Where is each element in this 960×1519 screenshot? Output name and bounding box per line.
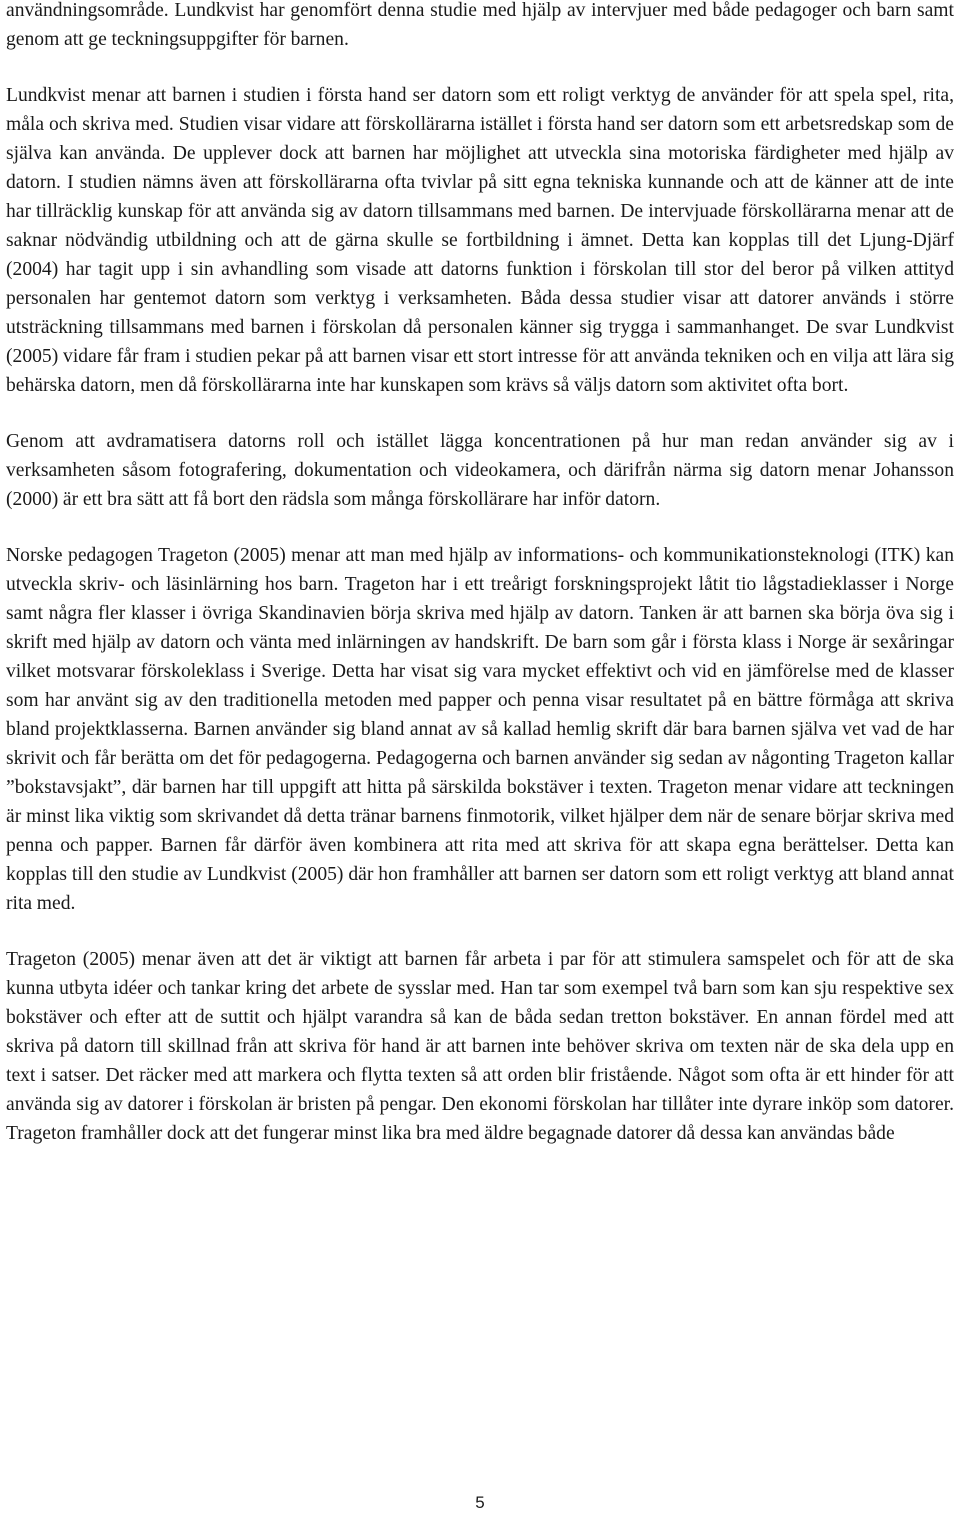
paragraph-1: användningsområde. Lundkvist har genomfört denna studie med hjälp av intervjuer med både pedagoger och barn samt genom att ge teckningsuppgifter för barnen.	[6, 0, 954, 50]
paragraph-3: Genom att avdramatisera datorns roll och istället lägga koncentrationen på hur man redan använder sig av i verksamheten såsom fotografering, dokumentation och videokamera, och därifrån närma sig datorn menar Johansson (2000) är ett bra sätt att få bort den rädsla som många förskollärare har inför datorn.	[6, 431, 954, 510]
page-number: 5	[475, 1493, 485, 1512]
paragraph-5: Trageton (2005) menar även att det är viktigt att barnen får arbeta i par för att stimulera samspelet och för att de ska kunna utbyta idéer och tankar kring det arbete de sysslar med. Han tar som exempel två barn som kan sju respektive sex bokstäver och efter att de suttit och hjälpt varandra så kan de båda sedan tretton bokstäver. En annan fördel med att skriva på datorn till skillnad från att skriva för hand är att barnen inte behöver skriva om texten när de ska dela upp en text i satser. Det räcker med att markera och flytta texten så att orden blir fristående. Något som ofta är ett hinder för att använda sig av datorer i förskolan är bristen på pengar. Den ekonomi förskolan har tillåter inte dyrare inköp som datorer. Trageton framhåller dock att det fungerar minst lika bra med äldre begagnade datorer då dessa kan användas både	[6, 949, 954, 1144]
paragraph-4: Norske pedagogen Trageton (2005) menar att man med hjälp av informations- och kommunikationsteknologi (ITK) kan utveckla skriv- och läsinlärning hos barn. Trageton har i ett treårigt forskningsprojekt låtit tio lågstadieklasser i Norge samt några fler klasser i övriga Skandinavien börja skriva med hjälp av datorn. Tanken är att barnen ska börja öva sig i skrift med hjälp av datorn och vänta med inlärningen av handskrift. De barn som går i första klass i Norge är sexåringar vilket motsvarar förskoleklass i Sverige. Detta har visat sig vara mycket effektivt och vid en jämförelse med de klasser som har använt sig av den traditionella metoden med papper och penna visar resultatet på en bättre förmåga att skriva bland projektklasserna. Barnen använder sig bland annat av så kallad hemlig skrift där bara barnen själva vet vad de har skrivit och får berätta om det för pedagogerna. Pedagogerna och barnen använder sig sedan av någonting Trageton kallar ”bokstavsjakt”, där barnen har till uppgift att hitta på särskilda bokstäver i texten. Trageton menar vidare att teckningen är minst lika viktig som skrivandet då detta tränar barnens finmotorik, vilket hjälper dem när de senare börjar skriva med penna och papper. Barnen får därför även kombinera att rita med att skriva för att skapa egna berättelser. Detta kan kopplas till den studie av Lundkvist (2005) där hon framhåller att barnen ser datorn som ett roligt verktyg att bland annat rita med.	[6, 545, 954, 914]
document-page	[6, 0, 954, 1175]
paragraph-2: Lundkvist menar att barnen i studien i första hand ser datorn som ett roligt verktyg de använder för att spela spel, rita, måla och skriva med. Studien visar vidare att förskollärarna istället i första hand ser datorn som ett arbetsredskap som de själva kan använda. De upplever dock att barnen har möjlighet att utveckla sina motoriska färdigheter med hjälp av datorn. I studien nämns även att förskollärarna ofta tvivlar på sitt egna tekniska kunnande och att de känner att de inte har tillräcklig kunskap för att använda sig av datorn tillsammans med barnen. De intervjuade förskollärarna menar att de saknar nödvändig utbildning och att de gärna skulle se fortbildning i ämnet. Detta kan kopplas till det Ljung-Djärf (2004) har tagit upp i sin avhandling som visade att datorns funktion i förskolan till stor del beror på vilken attityd personalen har gentemot datorn som verktyg i verksamheten. Båda dessa studier visar att datorer används i större utsträckning tillsammans med barnen i förskolan då personalen känner sig trygga i sammanhanget. De svar Lundkvist (2005) vidare får fram i studien pekar på att barnen visar ett stort intresse för att använda tekniken och en vilja att lära sig behärska datorn, men då förskollärarna inte har kunskapen som krävs så väljs datorn som aktivitet ofta bort.	[6, 85, 954, 396]
